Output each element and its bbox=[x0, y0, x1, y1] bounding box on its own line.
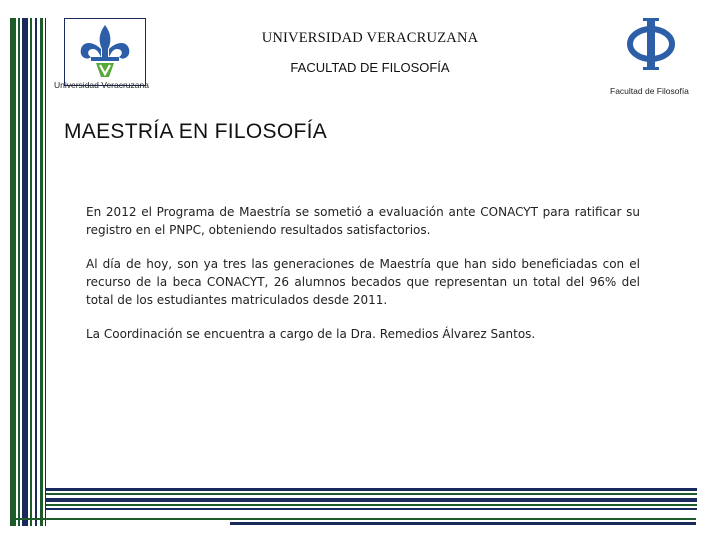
phi-icon bbox=[622, 16, 680, 72]
body-text bbox=[86, 203, 640, 359]
decorative-line bbox=[46, 504, 697, 506]
faculty-phi-logo bbox=[622, 16, 680, 72]
decorative-line bbox=[46, 508, 697, 510]
faculty-caption: Facultad de Filosofía bbox=[610, 86, 689, 96]
paragraph: En 2012 el Programa de Maestría se sometió a evaluación ante CONACYT para ratificar su registro en el PNPC, obteniendo resultados satisfactorios. bbox=[86, 205, 640, 237]
decorative-line bbox=[46, 498, 697, 502]
university-title: UNIVERSIDAD VERACRUZANA bbox=[261, 30, 479, 46]
page-title: MAESTRÍA EN FILOSOFÍA bbox=[64, 120, 328, 143]
decorative-line bbox=[230, 522, 696, 525]
decorative-line bbox=[46, 493, 697, 495]
decorative-bar bbox=[10, 18, 16, 526]
universidad-veracruzana-logo bbox=[64, 18, 146, 86]
decorative-bar bbox=[18, 18, 20, 526]
decorative-bar bbox=[30, 18, 32, 526]
faculty-title: FACULTAD DE FILOSOFÍA bbox=[290, 60, 450, 75]
decorative-bar bbox=[22, 18, 28, 526]
paragraph: Al día de hoy, son ya tres las generaciones de Maestría que han sido beneficiadas con el recurso de la beca CONACYT, 26 alumnos becados que representan un total del 96% del total de los estudiantes matriculados desde 2011. bbox=[86, 257, 640, 307]
paragraph: La Coordinación se encuentra a cargo de la Dra. Remedios Álvarez Santos. bbox=[86, 327, 536, 341]
decorative-bar bbox=[45, 18, 46, 526]
decorative-bar bbox=[35, 18, 37, 526]
decorative-line bbox=[46, 488, 697, 491]
decorative-line bbox=[10, 518, 696, 520]
decorative-bar bbox=[40, 18, 43, 526]
flor-de-lis-icon bbox=[65, 19, 145, 85]
universidad-veracruzana-caption: Universidad Veracruzana bbox=[54, 80, 149, 90]
